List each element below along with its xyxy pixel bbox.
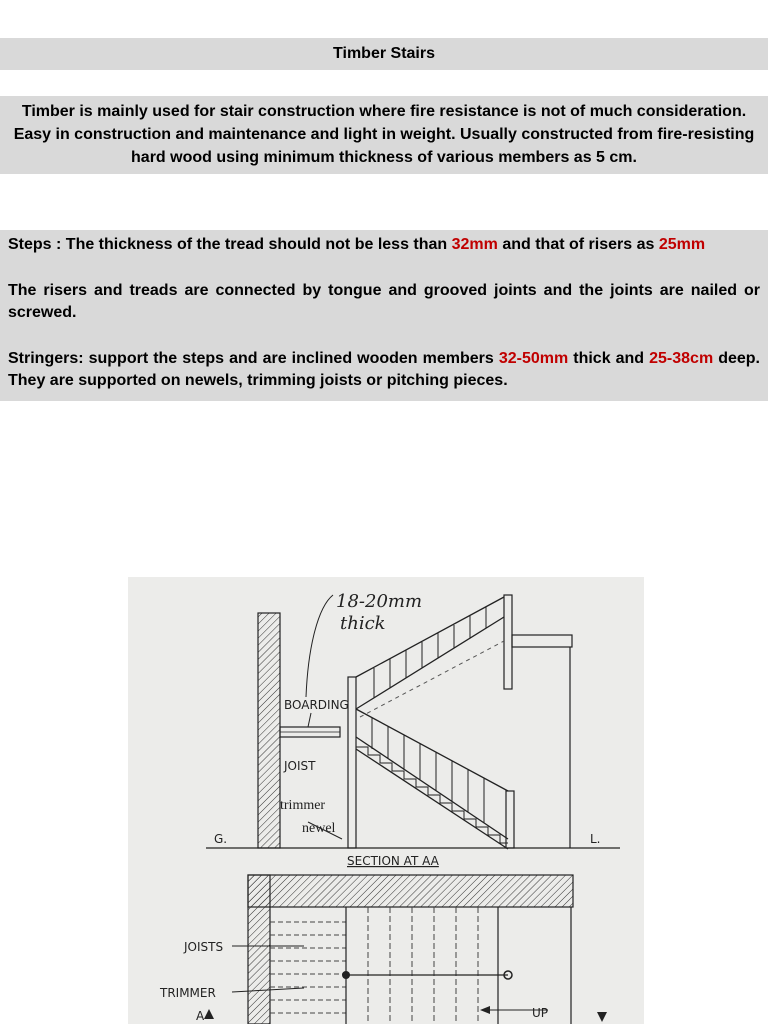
section-mark: A (196, 1009, 205, 1023)
stringers-text: Stringers: support the steps and are inclined wooden members (8, 350, 499, 367)
stair-drawing (128, 577, 644, 1024)
steps-text: Steps : The thickness of the tread should not be less than (8, 236, 452, 253)
stair-section-and-plan (128, 577, 644, 1024)
section-caption: SECTION AT AA (347, 854, 439, 868)
steps-middle: and that of risers as (497, 236, 659, 253)
intro-text: Timber is mainly used for stair construction where fire resistance is not of much consideration. Easy in construction and maintenance and light in weight. Usually constructed from fire-resisting hard wood using minimum thickness of various members as 5 cm. (13, 103, 755, 166)
label-trimmer-plan: TRIMMER (160, 986, 216, 1000)
label-boarding: BOARDING (284, 698, 349, 712)
note-line1: 18-20mm (336, 591, 423, 612)
plan-wall-left (248, 875, 270, 1024)
label-ground-right: L. (590, 832, 601, 846)
stringer-thickness: 32-50mm (498, 350, 569, 367)
label-newel: newel (302, 821, 336, 836)
stringers-suffix: deep. They are supported on newels, trimming joists or pitching pieces. (8, 350, 761, 389)
details-band (0, 230, 768, 401)
landing-newel (348, 677, 356, 848)
riser-thickness: 25mm (658, 236, 706, 253)
intro-band (0, 96, 768, 174)
stringer-depth: 25-38cm (649, 350, 714, 367)
page-title: Timber Stairs (333, 45, 435, 62)
note-line2: thick (340, 613, 386, 634)
plan-view (159, 875, 607, 1024)
label-joist: JOIST (284, 759, 316, 773)
bottom-newel (506, 791, 514, 848)
top-landing (512, 635, 572, 647)
label-trimmer: trimmer (280, 798, 326, 813)
steps-paragraph (8, 234, 760, 256)
joints-paragraph: The risers and treads are connected by tongue and grooved joints and the joints are nailed or screwed. (8, 282, 760, 321)
lower-handrail (356, 709, 508, 791)
top-newel (504, 595, 512, 689)
title-band (0, 38, 768, 70)
label-joists: JOISTS (184, 940, 224, 954)
label-ground-left: G. (214, 832, 228, 846)
tread-thickness: 32mm (451, 236, 498, 253)
section-view (206, 591, 620, 868)
stringers-middle: thick and (568, 350, 650, 367)
lower-stringer (356, 737, 508, 839)
wall (258, 613, 280, 848)
label-up: UP (532, 1006, 549, 1020)
plan-wall-top (248, 875, 573, 907)
stringers-paragraph (8, 348, 760, 392)
